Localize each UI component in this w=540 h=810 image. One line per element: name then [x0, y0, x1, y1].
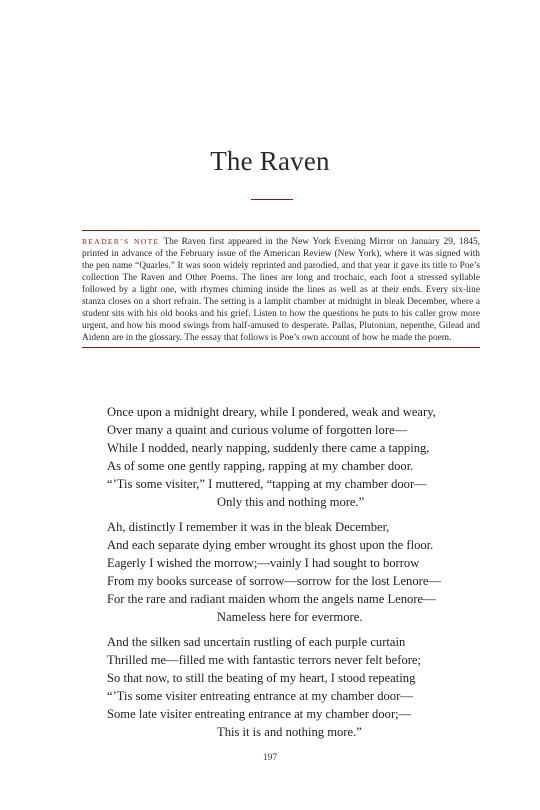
page-title: The Raven [210, 146, 330, 176]
poem-line: Some late visiter entreating entrance at my chamber door;— [107, 707, 412, 721]
page-number: 197 [262, 753, 278, 763]
poem-line: Over many a quaint and curious volume of forgotten lore— [107, 423, 408, 437]
poem-line: As of some one gently rapping, rapping at my chamber door. [107, 459, 414, 473]
poem-refrain: This it is and nothing more.” [217, 725, 362, 739]
readers-note-label: READER’S NOTE [82, 237, 160, 246]
stanza [107, 518, 507, 626]
stanza [107, 403, 507, 511]
poem-line: For the rare and radiant maiden whom the angels name Lenore— [107, 592, 436, 606]
poem-line: “’Tis some visiter entreating entrance at my chamber door— [107, 689, 413, 703]
poem [107, 403, 507, 748]
poem-line: Ah, distinctly I remember it was in the bleak December, [107, 520, 390, 534]
poem-line: Once upon a midnight dreary, while I pondered, weak and weary, [107, 405, 436, 419]
poem-line: Eagerly I wished the morrow;—vainly I had sought to borrow [107, 556, 420, 570]
poem-refrain: Only this and nothing more.” [217, 495, 365, 509]
poem-line: From my books surcease of sorrow—sorrow for the lost Lenore— [107, 574, 442, 588]
poem-line: “’Tis some visiter,” I muttered, “tapping at my chamber door— [107, 477, 427, 491]
poem-line: While I nodded, nearly napping, suddenly there came a tapping, [107, 441, 430, 455]
poem-line: And each separate dying ember wrought its ghost upon the floor. [107, 538, 434, 552]
poem-refrain: Nameless here for evermore. [217, 610, 363, 624]
poem-line: Thrilled me—filled me with fantastic terrors never felt before; [107, 653, 422, 667]
title-divider [251, 199, 293, 200]
readers-note-text: The Raven first appeared in the New York Evening Mirror on January 29, 1845, printed in advance of the February issue of the American Review (New York), where it was signed with the pen name “Quarles.” It was soon widely reprinted and parodied, and that year it gave its title to Poe’s collection The Raven and Other Poems. The lines are long and trochaic, each foot a stressed syllable followed by a light one, with rhymes chiming inside the lines as well as at their ends. Every six-line stanza closes on a short refrain. The setting is a lamplit chamber at midnight in bleak December, where a student sits with his old books and his grief. Listen to how the questions he puts to his caller grow more urgent, and how his mood swings from half-amused to desperate. Pallas, Plutonian, nepenthe, Gilead and Aidenn are in the glossary. The essay that follows is Poe’s own account of how he made the poem. [82, 237, 480, 343]
stanza [107, 633, 507, 741]
poem-line: And the silken sad uncertain rustling of each purple curtain [107, 635, 406, 649]
readers-note [82, 230, 480, 348]
poem-line: So that now, to still the beating of my heart, I stood repeating [107, 671, 416, 685]
